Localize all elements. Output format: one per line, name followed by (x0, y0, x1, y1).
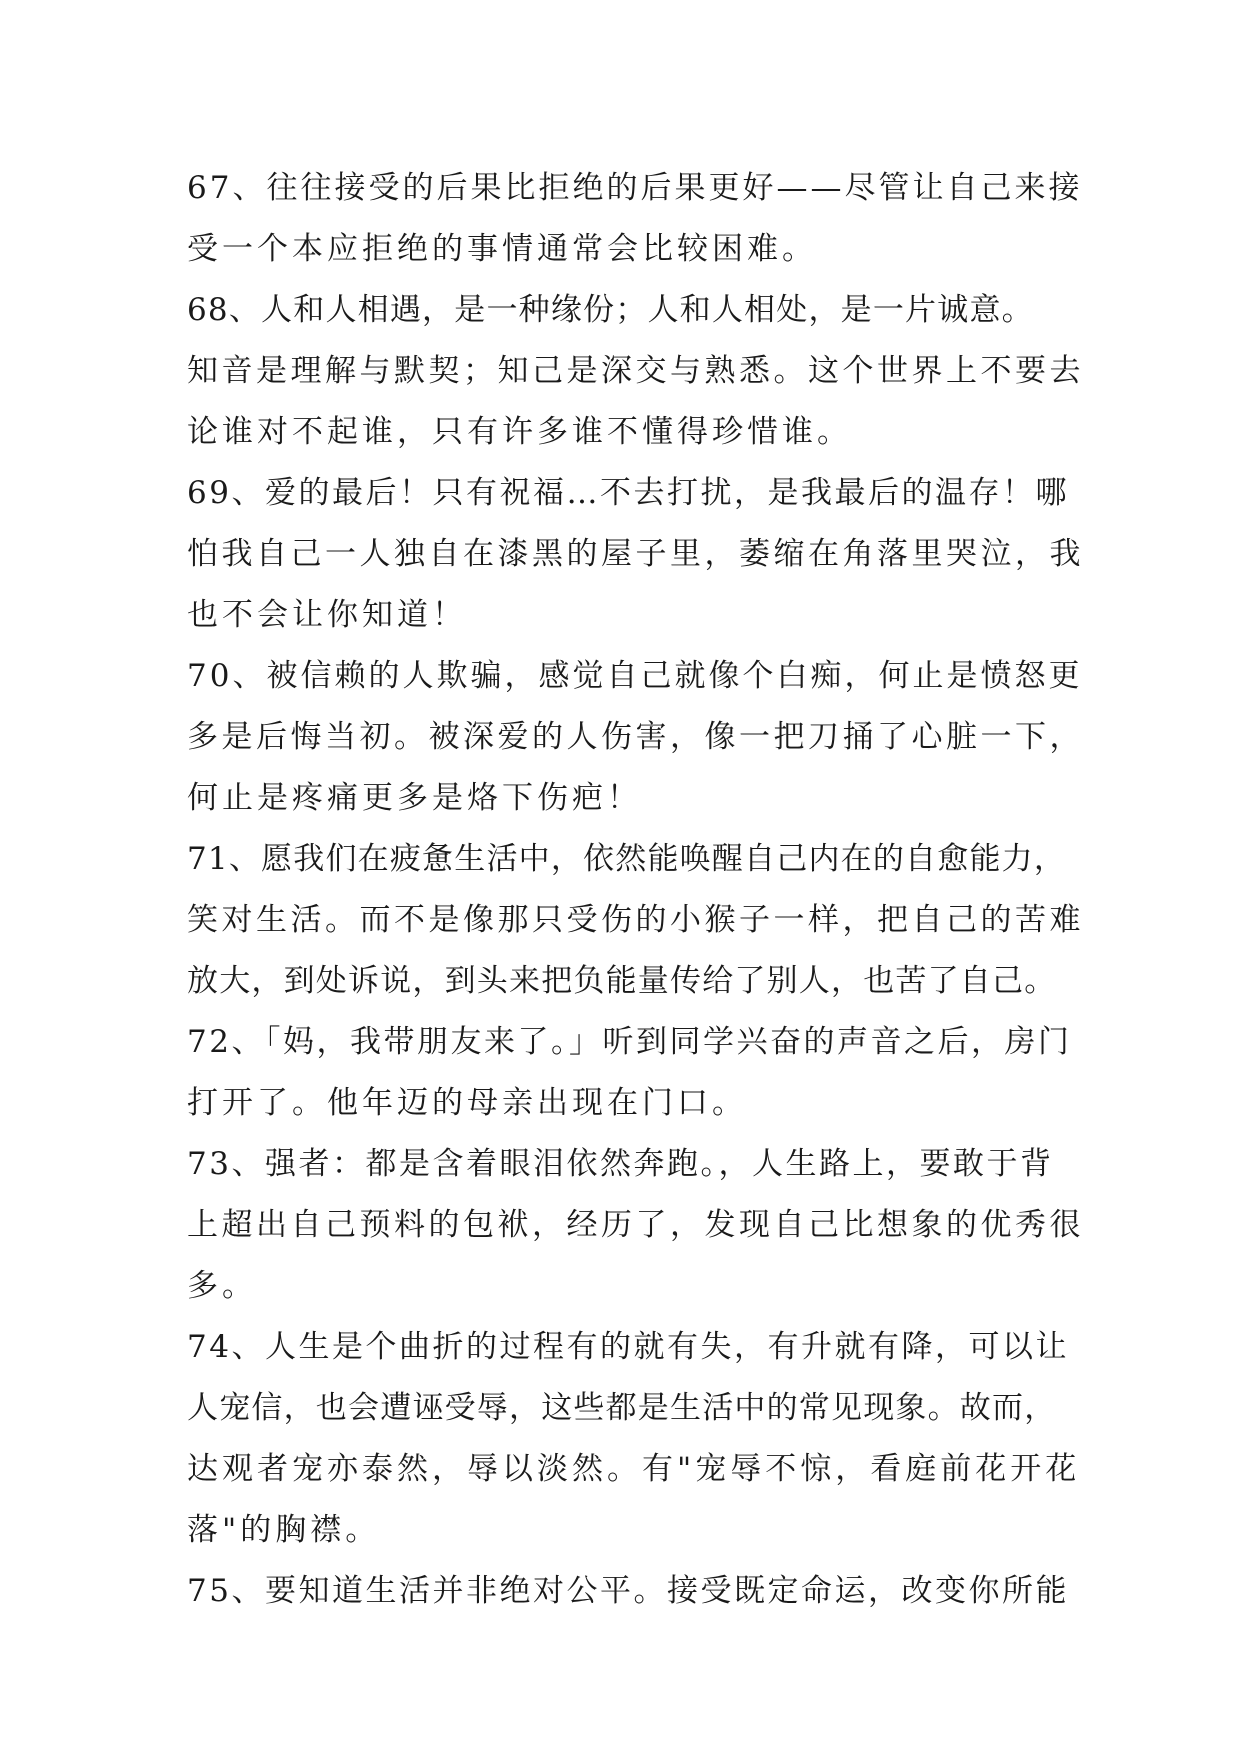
text-line-item-67: 67、往往接受的后果比拒绝的后果更好——尽管让自己来接 (187, 170, 1083, 206)
text-line: 怕我自己一人独自在漆黑的屋子里，萎缩在角落里哭泣，我 (187, 536, 1084, 572)
text-line: 多是后悔当初。被深爱的人伤害，像一把刀捅了心脏一下， (187, 719, 1084, 755)
text-line-item-73: 73、强者：都是含着眼泪依然奔跑。，人生路上，要敢于背 (187, 1146, 1054, 1182)
text-line: 落"的胸襟。 (187, 1512, 381, 1548)
text-line: 知音是理解与默契；知己是深交与熟悉。这个世界上不要去 (187, 353, 1084, 389)
text-line: 打开了。他年迈的母亲出现在门口。 (187, 1085, 747, 1121)
text-line-item-70: 70、被信赖的人欺骗，感觉自己就像个白痴，何止是愤怒更 (187, 658, 1083, 694)
text-line: 笑对生活。而不是像那只受伤的小猴子一样，把自己的苦难 (187, 902, 1084, 938)
text-line: 放大，到处诉说，到头来把负能量传给了别人，也苦了自己。 (187, 963, 1057, 999)
text-line: 人宠信，也会遭诬受辱，这些都是生活中的常见现象。故而， (187, 1390, 1057, 1426)
text-line: 受一个本应拒绝的事情通常会比较困难。 (187, 231, 817, 267)
text-line: 上超出自己预料的包袱，经历了，发现自己比想象的优秀很 (187, 1207, 1084, 1243)
text-line: 何止是疼痛更多是烙下伤疤！ (187, 780, 642, 816)
text-line: 论谁对不起谁，只有许多谁不懂得珍惜谁。 (187, 414, 852, 450)
text-line-item-71: 71、愿我们在疲惫生活中，依然能唤醒自己内在的自愈能力， (187, 841, 1067, 877)
text-line-item-72: 72、「妈，我带朋友来了。」听到同学兴奋的声音之后，房门 (187, 1024, 1072, 1060)
text-line-item-69: 69、爱的最后！只有祝福…不去打扰，是我最后的温存！哪 (187, 475, 1069, 511)
text-line: 达观者宠亦泰然，辱以淡然。有"宠辱不惊，看庭前花开花 (187, 1451, 1081, 1487)
text-line-item-75: 75、要知道生活并非绝对公平。接受既定命运，改变你所能 (187, 1573, 1069, 1609)
text-line: 也不会让你知道！ (187, 597, 467, 633)
text-line-item-74: 74、人生是个曲折的过程有的就有失，有升就有降，可以让 (187, 1329, 1069, 1365)
text-line: 多。 (187, 1268, 257, 1304)
text-line-item-68: 68、人和人相遇，是一种缘份；人和人相处，是一片诚意。 (187, 292, 1034, 328)
document-body (187, 158, 1084, 1622)
